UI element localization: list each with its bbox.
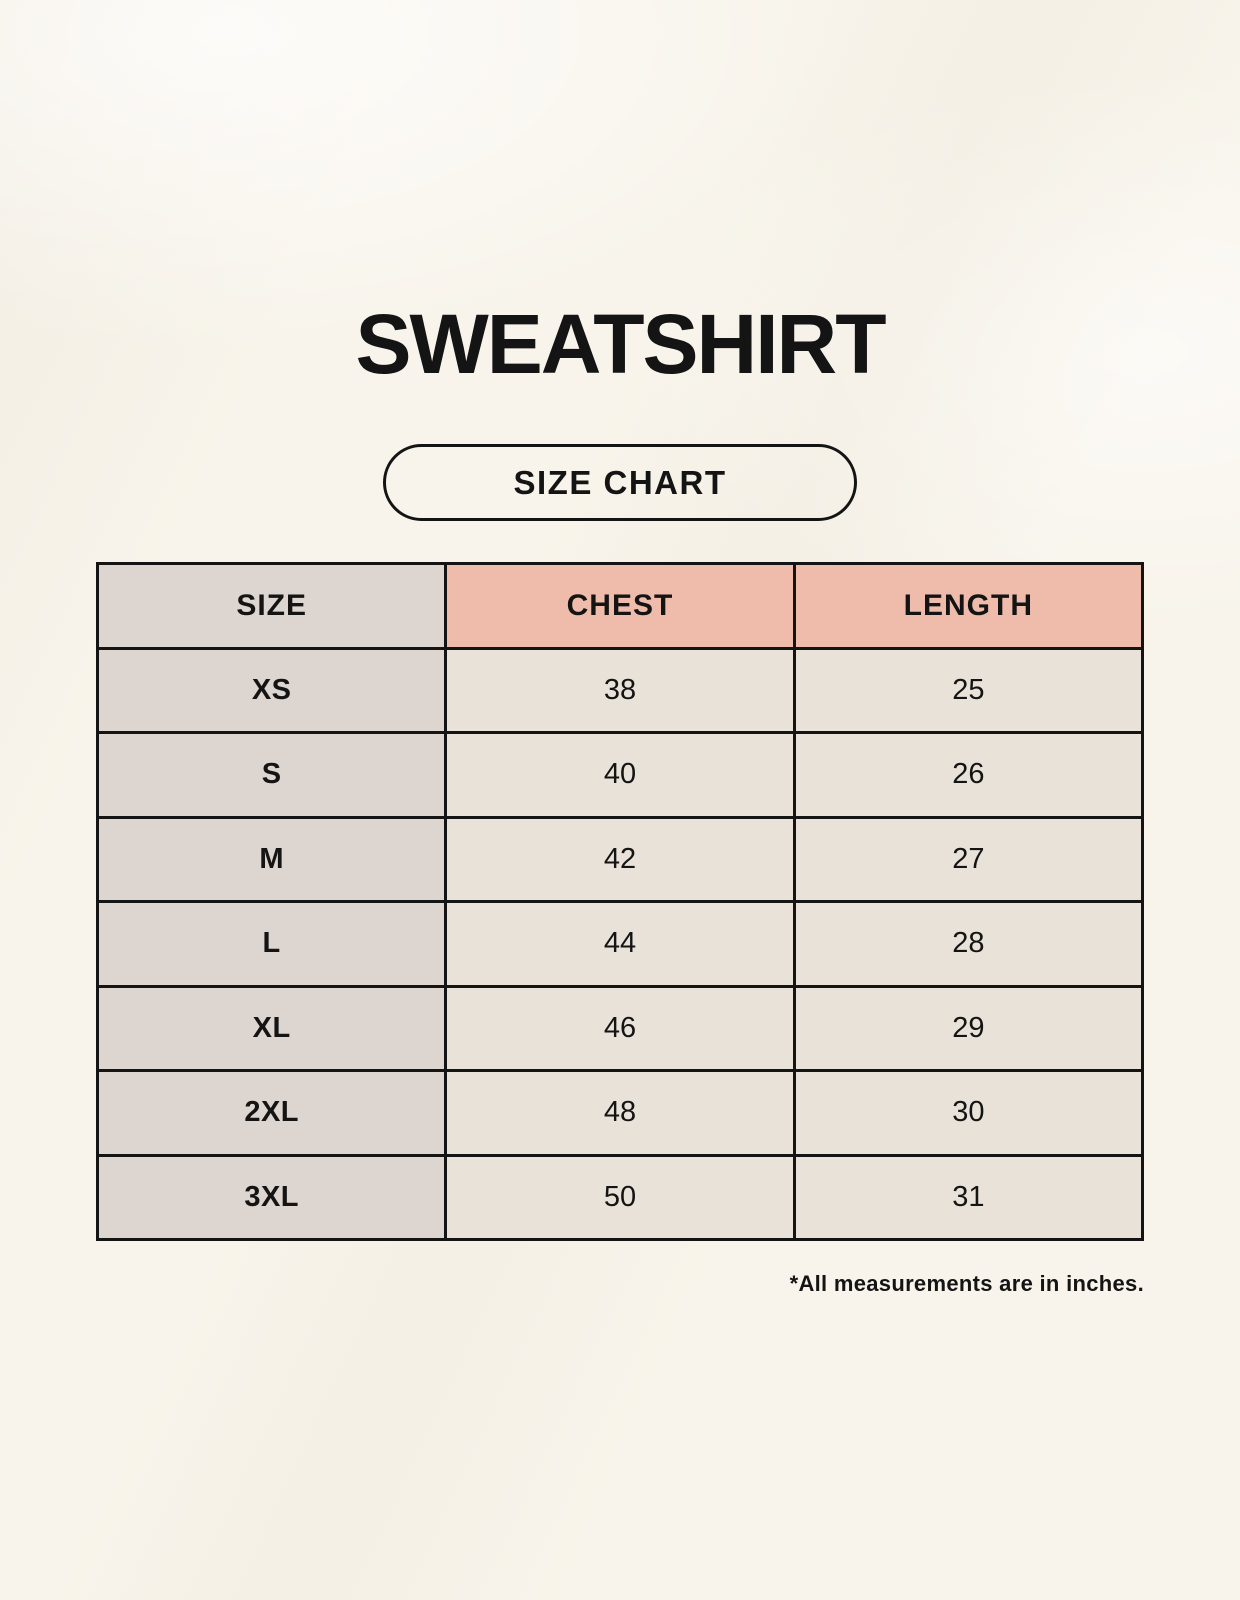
size-chart-button[interactable] — [383, 444, 857, 521]
size-cell: S — [98, 733, 446, 818]
table-row — [98, 817, 1143, 902]
size-chart-button-label: SIZE CHART — [513, 463, 727, 501]
length-cell: 26 — [794, 733, 1142, 818]
length-cell: 29 — [794, 986, 1142, 1071]
chest-cell: 50 — [446, 1155, 794, 1240]
length-cell: 30 — [794, 1071, 1142, 1156]
header-chest: CHEST — [446, 564, 794, 649]
header-size: SIZE — [98, 564, 446, 649]
chest-cell: 46 — [446, 986, 794, 1071]
table-row — [98, 1155, 1143, 1240]
table-row — [98, 648, 1143, 733]
table-row — [98, 733, 1143, 818]
table-row — [98, 902, 1143, 987]
length-cell: 25 — [794, 648, 1142, 733]
chest-cell: 44 — [446, 902, 794, 987]
size-cell: XL — [98, 986, 446, 1071]
size-cell: 3XL — [98, 1155, 446, 1240]
page-title: SWEATSHIRT — [355, 297, 885, 391]
table-row — [98, 1071, 1143, 1156]
size-cell: L — [98, 902, 446, 987]
chest-cell: 40 — [446, 733, 794, 818]
chest-cell: 48 — [446, 1071, 794, 1156]
length-cell: 28 — [794, 902, 1142, 987]
size-cell: XS — [98, 648, 446, 733]
chest-cell: 42 — [446, 817, 794, 902]
size-cell: 2XL — [98, 1071, 446, 1156]
table-header-row — [98, 564, 1143, 649]
chest-cell: 38 — [446, 648, 794, 733]
table-row — [98, 986, 1143, 1071]
size-table — [96, 562, 1144, 1241]
length-cell: 31 — [794, 1155, 1142, 1240]
header-length: LENGTH — [794, 564, 1142, 649]
size-cell: M — [98, 817, 446, 902]
length-cell: 27 — [794, 817, 1142, 902]
footnote: *All measurements are in inches. — [789, 1271, 1144, 1296]
